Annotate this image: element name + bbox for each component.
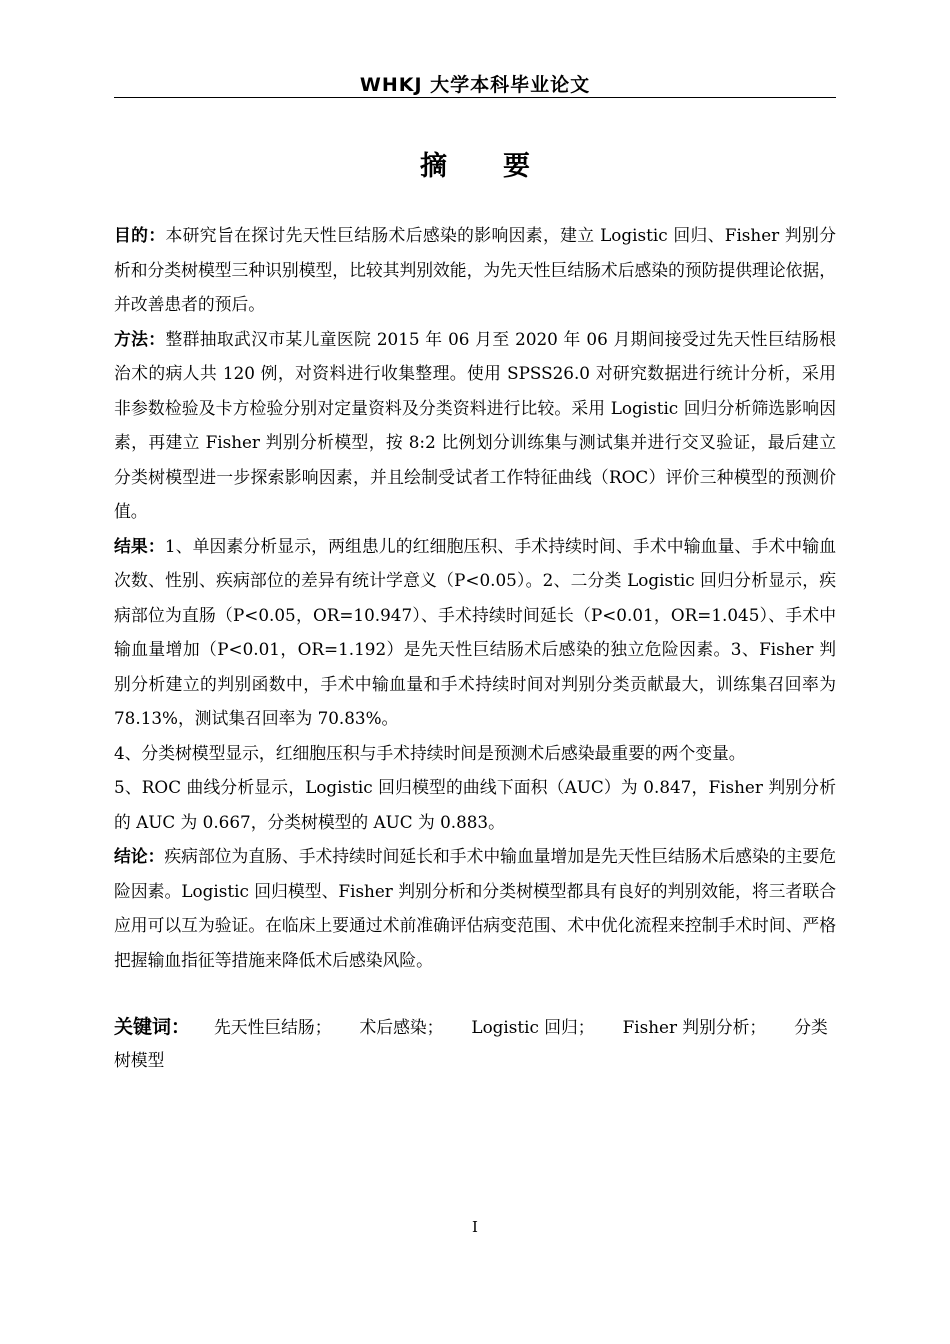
header-rule (114, 97, 836, 98)
purpose-text: 本研究旨在探讨先天性巨结肠术后感染的影响因素，建立 Logistic 回归、Fisher 判别分析和分类树模型三种识别模型，比较其判别效能，为先天性巨结肠术后感染的预防提供理论依据，并改善患者的预后。 (114, 225, 836, 314)
purpose-label: 目的： (114, 225, 166, 245)
conclusion-paragraph (114, 839, 836, 977)
method-text: 整群抽取武汉市某儿童医院 2015 年 06 月至 2020 年 06 月期间接受过先天性巨结肠根治术的病人共 120 例，对资料进行收集整理。使用 SPSS26.0 对研究数据进行统计分析，采用非参数检验及卡方检验分别对定量资料及分类资料进行比较。采用 Logistic 回归分析筛选影响因素，再建立 Fisher 判别分析模型，按 8:2 比例划分训练集与测试集并进行交叉验证，最后建立分类树模型进一步探索影响因素，并且绘制受试者工作特征曲线（ROC）评价三种模型的预测价值。 (114, 328, 836, 521)
keyword-item: 术后感染； (359, 1017, 444, 1037)
result-text: 1、单因素分析显示，两组患儿的红细胞压积、手术持续时间、手术中输血量、手术中输血次数、性别、疾病部位的差异有统计学意义（P<0.05）。2、二分类 Logistic 回归分析显示，疾病部位为直肠（P<0.05，OR=10.947）、手术持续时间延长（P<0.01，OR=1.045）、手术中输血量增加（P<0.01，OR=1.192）是先天性巨结肠术后感染的独立危险因素。3、Fisher 判别分析建立的判别函数中，手术中输血量和手术持续时间对判别分类贡献最大，训练集召回率为 78.13%，测试集召回率为 70.83%。 (114, 535, 836, 728)
result-paragraph-4: 4、分类树模型显示，红细胞压积与手术持续时间是预测术后感染最重要的两个变量。 (114, 742, 746, 763)
page-title: 摘要 (420, 151, 586, 182)
keyword-item: Fisher 判别分析； (622, 1017, 767, 1037)
page-number: I (472, 1218, 478, 1236)
abstract-body (114, 218, 836, 1077)
method-paragraph (114, 322, 836, 529)
running-header: WHKJ 大学本科毕业论文 (359, 74, 591, 96)
keywords-line (114, 1011, 836, 1077)
keyword-item: 分类树模型 (114, 1017, 828, 1070)
result-label: 结果： (114, 535, 165, 556)
keyword-item: Logistic 回归； (471, 1017, 595, 1037)
keywords-label: 关键词： (114, 1016, 191, 1038)
result-paragraph (114, 529, 836, 736)
conclusion-label: 结论： (114, 846, 165, 866)
result-paragraph-5: 5、ROC 曲线分析显示，Logistic 回归模型的曲线下面积（AUC）为 0.847，Fisher 判别分析的 AUC 为 0.667，分类树模型的 AUC 为 0.883。 (114, 777, 836, 832)
keyword-item: 先天性巨结肠； (214, 1017, 332, 1037)
conclusion-text: 疾病部位为直肠、手术持续时间延长和手术中输血量增加是先天性巨结肠术后感染的主要危险因素。Logistic 回归模型、Fisher 判别分析和分类树模型都具有良好的判别效能，将三者联合应用可以互为验证。在临床上要通过术前准确评估病变范围、术中优化流程来控制手术时间、严格把握输血指征等措施来降低术后感染风险。 (114, 846, 836, 970)
purpose-paragraph (114, 218, 836, 322)
method-label: 方法： (114, 328, 166, 349)
